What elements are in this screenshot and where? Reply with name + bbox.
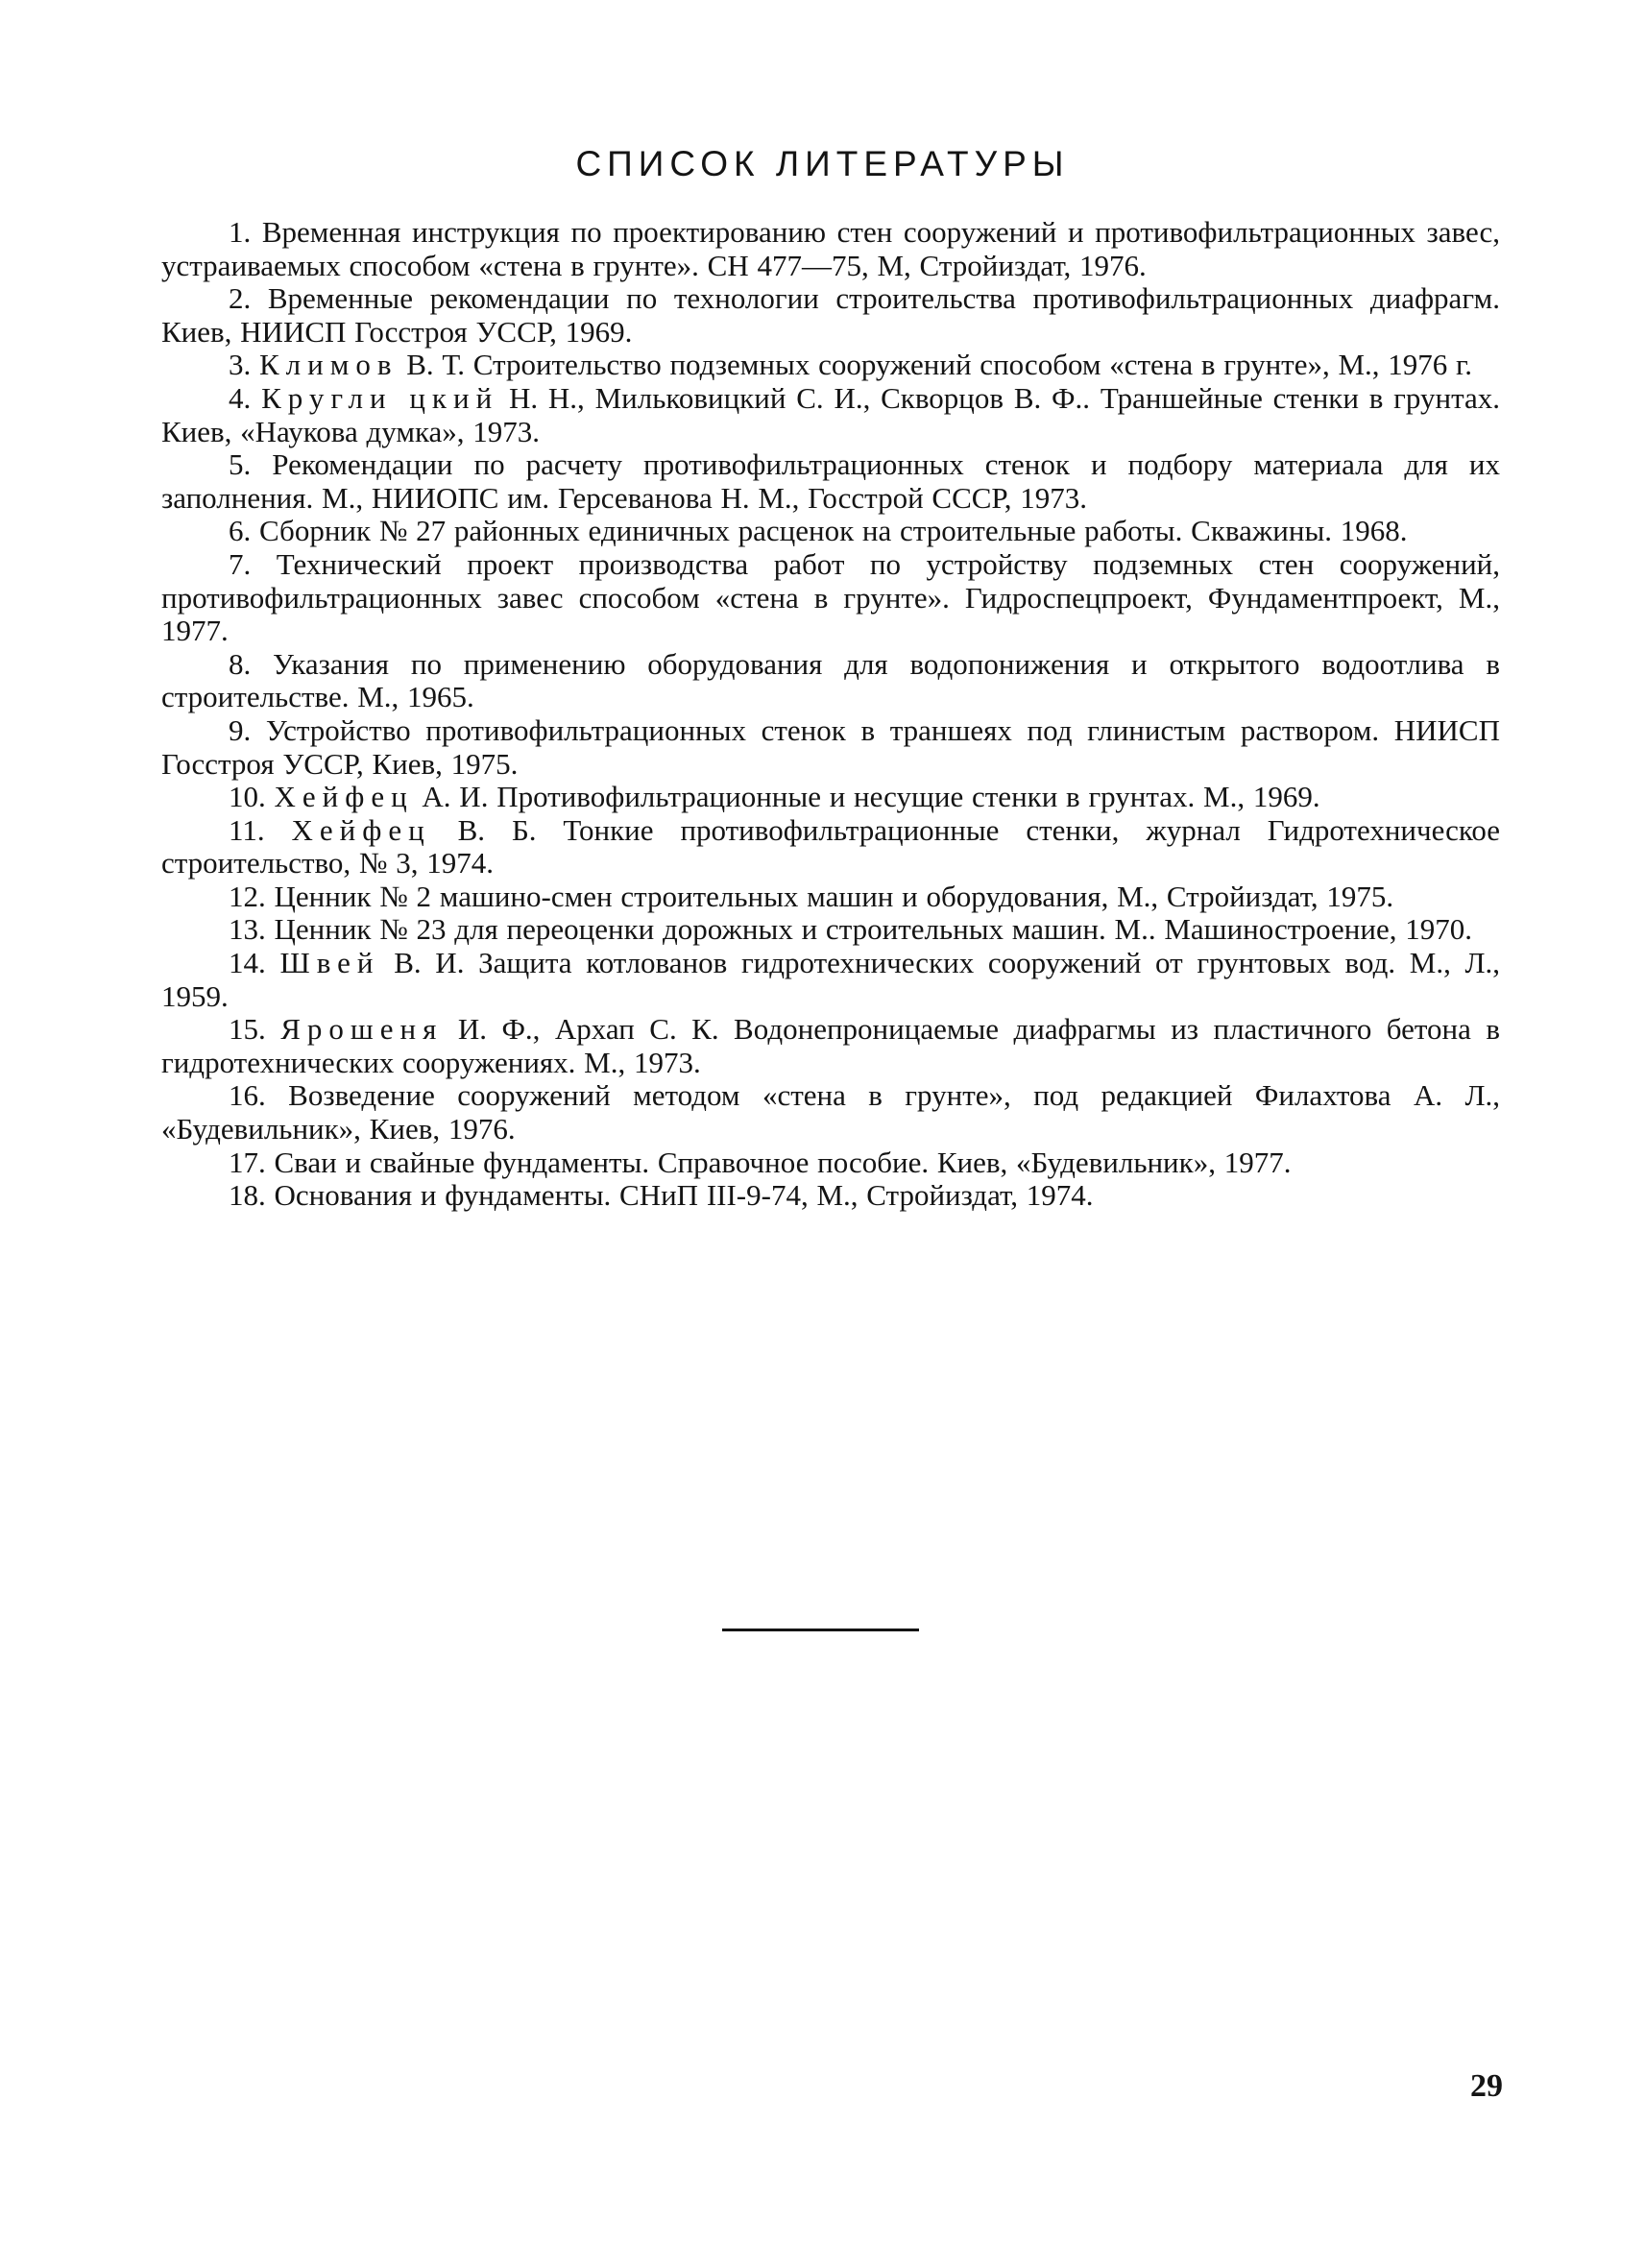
- reference-item: [161, 382, 1500, 448]
- reference-item: [161, 814, 1500, 881]
- reference-text: В. Т. Строительство подземных сооружений способом «стена в грунте», М., 1976 г.: [406, 348, 1473, 382]
- reference-number: 10.: [229, 780, 266, 814]
- reference-text: Технический проект производства работ по устройству подземных стен сооружений, противофильтрационных завес способом «стена в грунте». Гидроспецпроект, Фундаментпроект, М., 1977.: [161, 546, 1501, 648]
- reference-author: Климов: [259, 348, 399, 382]
- reference-number: 2.: [229, 281, 252, 316]
- reference-item: [161, 548, 1500, 648]
- reference-item: [161, 515, 1500, 548]
- reference-list: [161, 216, 1500, 1213]
- reference-number: 9.: [229, 712, 252, 747]
- reference-number: 7.: [229, 546, 252, 581]
- reference-text: В. Б. Тонкие противофильтрационные стенки, журнал Гидротехническое строительство, № 3, 1974.: [161, 812, 1501, 881]
- reference-number: 8.: [229, 646, 252, 681]
- reference-text: А. И. Противофильтрационные и несущие стенки в грунтах. М., 1969.: [422, 780, 1320, 814]
- reference-item: [161, 282, 1500, 349]
- reference-item: [161, 1146, 1500, 1180]
- reference-number: 3.: [229, 348, 252, 382]
- reference-text: Ценник № 2 машино-смен строительных машин и оборудования, М., Стройиздат, 1975.: [274, 879, 1394, 913]
- reference-number: 16.: [229, 1078, 266, 1113]
- reference-number: 4.: [229, 380, 252, 415]
- reference-number: 1.: [229, 215, 252, 249]
- reference-text: Рекомендации по расчету противофильтрационных стенок и подбору материала для их заполнения. М., НИИОПС им. Герсеванова Н. М., Госстрой СССР, 1973.: [161, 447, 1501, 515]
- reference-item: [161, 448, 1500, 515]
- reference-text: Временные рекомендации по технологии строительства противофильтрационных диафрагм. Киев, НИИСП Госстроя УССР, 1969.: [161, 281, 1500, 349]
- page-title: СПИСОК ЛИТЕРАТУРЫ: [575, 144, 1070, 183]
- reference-author: Хейфец: [274, 780, 414, 814]
- reference-text: Сборник № 27 районных единичных расценок на строительные работы. Скважины. 1968.: [259, 514, 1408, 548]
- reference-item: [161, 1179, 1500, 1213]
- reference-author: Кругли цкий: [261, 380, 499, 415]
- reference-item: [161, 648, 1500, 714]
- reference-text: Ценник № 23 для переоценки дорожных и строительных машин. М.. Машиностроение, 1970.: [274, 912, 1472, 947]
- reference-number: 6.: [229, 514, 252, 548]
- reference-number: 18.: [229, 1178, 266, 1213]
- reference-author: Хейфец: [291, 812, 431, 847]
- reference-number: 15.: [229, 1012, 266, 1047]
- reference-item: [161, 349, 1500, 382]
- reference-text: Устройство противофильтрационных стенок в траншеях под глинистым раствором. НИИСП Госстроя УССР, Киев, 1975.: [161, 712, 1500, 781]
- reference-item: [161, 216, 1500, 282]
- reference-text: Указания по применению оборудования для водопонижения и открытого водоотлива в строительстве. М., 1965.: [161, 646, 1500, 714]
- reference-text: Возведение сооружений методом «стена в грунте», под редакцией Филахтова А. Л., «Будевильник», Киев, 1976.: [161, 1078, 1501, 1146]
- reference-text: И. Ф., Архап С. К. Водонепроницаемые диафрагмы из пластичного бетона в гидротехнических сооружениях. М., 1973.: [161, 1012, 1501, 1079]
- page-number: 29: [1470, 2068, 1503, 2104]
- reference-item: [161, 1079, 1500, 1146]
- reference-item: [161, 1013, 1500, 1079]
- reference-item: [161, 881, 1500, 914]
- reference-text: Временная инструкция по проектированию стен сооружений и противофильтрационных завес, устраиваемых способом «стена в грунте». СН 477—75, М, Стройиздат, 1976.: [161, 215, 1500, 282]
- reference-item: [161, 781, 1500, 814]
- section-divider: [722, 1629, 919, 1631]
- reference-text: Сваи и свайные фундаменты. Справочное пособие. Киев, «Будевильник», 1977.: [274, 1145, 1292, 1179]
- reference-text: Основания и фундаменты. СНиП III-9-74, М., Стройиздат, 1974.: [274, 1178, 1094, 1213]
- reference-item: [161, 947, 1500, 1013]
- reference-author: Швей: [279, 946, 380, 980]
- reference-number: 14.: [229, 946, 266, 980]
- reference-number: 5.: [229, 447, 252, 482]
- reference-item: [161, 913, 1500, 947]
- reference-number: 11.: [229, 812, 265, 847]
- reference-item: [161, 714, 1500, 781]
- reference-number: 13.: [229, 912, 266, 947]
- reference-number: 12.: [229, 879, 266, 913]
- reference-text: В. И. Защита котлованов гидротехнических сооружений от грунтовых вод. М., Л., 1959.: [161, 946, 1501, 1013]
- reference-author: Ярошеня: [280, 1012, 444, 1047]
- reference-text: Н. Н., Мильковицкий С. И., Скворцов В. Ф.. Траншейные стенки в грунтах. Киев, «Наукова думка», 1973.: [161, 380, 1501, 448]
- reference-number: 17.: [229, 1145, 266, 1179]
